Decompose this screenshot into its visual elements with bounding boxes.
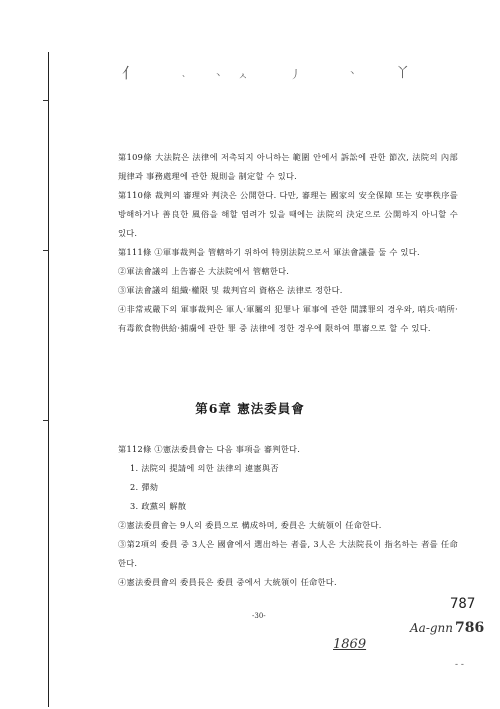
- article-109: 第109條 大法院은 法律에 저촉되지 아니하는 範圍 안에서 訴訟에 관한 節次, 法院의 內部規律과 事務處理에 관한 規則을 制定할 수 있다.: [118, 152, 458, 181]
- header-mark: 亻: [122, 64, 138, 82]
- header-mark: 丶: [214, 71, 222, 80]
- handwritten-page-number: 1869: [333, 637, 367, 652]
- margin-tick: [43, 420, 49, 421]
- chapter-text-block: [118, 440, 458, 592]
- article-111-clause-4: ④非常戒嚴下의 軍事裁判은 軍人·軍屬의 犯罪나 軍事에 관한 間諜罪의 경우와, 哨兵·哨所·有毒飮食物供給·捕虜에 관한 罪 중 法律에 정한 경우에 限하여 單審으로 할 수 있다.: [118, 304, 458, 333]
- header-mark: 、: [182, 69, 190, 78]
- margin-tick: [43, 250, 49, 251]
- header-mark: 丿: [290, 68, 301, 81]
- page-number: -30-: [252, 612, 266, 620]
- article-111-clause-2: ②軍法會議의 上告審은 大法院에서 管轄한다.: [118, 266, 290, 276]
- stamp-number: 786: [455, 620, 485, 636]
- list-item: 2. 彈劾: [130, 482, 159, 492]
- archive-stamp-handwritten: [410, 620, 484, 636]
- article-110: 第110條 裁判의 審理와 判決은 公開한다. 다만, 審理는 國家의 安全保障 또는 安寧秩序를 방해하거나 善良한 風俗을 해할 염려가 있을 때에는 法院의 決定으로 公開하지 아니할 수 있다.: [118, 190, 458, 238]
- corner-mark: - -: [455, 660, 464, 670]
- article-112-clause-2: ②憲法委員會는 9人의 委員으로 構成하며, 委員은 大統領이 任命한다.: [118, 520, 382, 530]
- article-111-clause-1: 第111條 ①軍事裁判을 管轄하기 위하여 特別法院으로서 軍法會議를 둘 수 있다.: [118, 247, 420, 257]
- list-item: 3. 政黨의 解散: [130, 501, 187, 511]
- article-112-clause-1: 第112條 ①憲法委員會는 다음 事項을 審判한다.: [118, 444, 301, 454]
- article-111-clause-3: ③軍法會議의 組織·權限 및 裁判官의 資格은 法律로 정한다.: [118, 285, 343, 295]
- stamp-label: Aa-gnn: [410, 621, 454, 635]
- margin-tick: [43, 100, 49, 101]
- header-mark: ㅅ: [238, 72, 248, 83]
- article-112-clause-3: ③第2項의 委員 중 3人은 國會에서 選出하는 者를, 3人은 大法院長이 指名하는 者를 任命한다.: [118, 539, 458, 568]
- list-item: 1. 法院의 提請에 의한 法律의 違憲與否: [130, 463, 279, 473]
- article-text-block: [118, 148, 458, 338]
- header-mark: 丫: [396, 66, 410, 81]
- binding-margin-line: [48, 52, 49, 707]
- article-112-clause-4: ④憲法委員會의 委員長은 委員 중에서 大統領이 任命한다.: [118, 577, 337, 587]
- archive-stamp-number: 787: [450, 596, 476, 612]
- header-mark: 丶: [348, 69, 356, 78]
- chapter-heading: 第6章 憲法委員會: [195, 401, 305, 416]
